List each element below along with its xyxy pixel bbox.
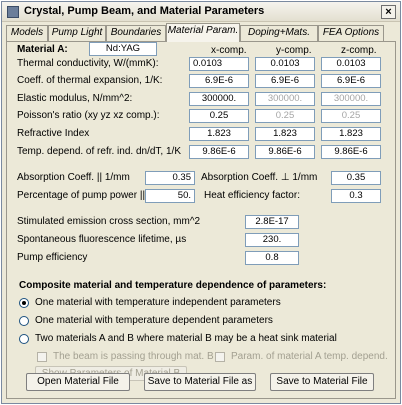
stimulated-emission-label: Stimulated emission cross section, mm^2 [17, 216, 201, 227]
material-label: Material A: [17, 44, 68, 55]
close-button[interactable]: × [381, 5, 396, 19]
radio-two-materials-label: Two materials A and B where material B may be a heat sink material [35, 333, 337, 344]
thermal-expansion-y[interactable]: 6.9E-6 [255, 74, 315, 88]
elastic-modulus-x[interactable]: 300000. [189, 92, 249, 106]
dialog-window [1, 1, 401, 404]
tab-doping-mats[interactable]: Doping+Mats. [240, 25, 318, 41]
thermal-conductivity-y[interactable]: 0.0103 [255, 57, 315, 71]
app-icon [7, 6, 19, 18]
absorption-parallel-field[interactable]: 0.35 [145, 171, 195, 185]
pump-power-field[interactable]: 50. [145, 189, 195, 203]
open-material-file-button[interactable]: Open Material File [26, 373, 130, 391]
tab-models[interactable]: Models [6, 25, 48, 41]
material-param-panel [6, 41, 396, 399]
absorption-perp-label: Absorption Coeff. ⊥ 1/mm [201, 172, 318, 183]
tab-boundaries[interactable]: Boundaries [106, 25, 166, 41]
beam-through-b-label: The beam is passing through mat. B [53, 351, 214, 362]
composite-heading: Composite material and temperature dependence of parameters: [19, 280, 327, 291]
title-bar [2, 2, 400, 22]
dn-dt-label: Temp. depend. of refr. ind. dn/dT, 1/K [17, 146, 181, 157]
dn-dt-z[interactable]: 9.86E-6 [321, 145, 381, 159]
save-material-file-as-button[interactable]: Save to Material File as [144, 373, 256, 391]
heat-efficiency-label: Heat efficiency factor: [204, 190, 300, 201]
poissons-ratio-x[interactable]: 0.25 [189, 109, 249, 123]
poissons-ratio-label: Poisson's ratio (xy yz xz comp.): [17, 110, 160, 121]
refractive-index-z[interactable]: 1.823 [321, 127, 381, 141]
poissons-ratio-y: 0.25 [255, 109, 315, 123]
absorption-perp-field[interactable]: 0.35 [331, 171, 381, 185]
header-x-comp: x-comp. [211, 45, 247, 56]
elastic-modulus-z: 300000. [321, 92, 381, 106]
save-material-file-button[interactable]: Save to Material File [270, 373, 374, 391]
beam-through-b-checkbox[interactable] [37, 352, 47, 362]
fluorescence-lifetime-label: Spontaneous fluorescence lifetime, µs [17, 234, 187, 245]
tab-material-param[interactable]: Material Param. [166, 23, 240, 42]
dn-dt-x[interactable]: 9.86E-6 [189, 145, 249, 159]
radio-temp-dependent-label: One material with temperature dependent parameters [35, 315, 273, 326]
radio-two-materials[interactable] [19, 334, 29, 344]
pump-efficiency-field[interactable]: 0.8 [245, 251, 299, 265]
header-z-comp: z-comp. [341, 45, 377, 56]
tab-strip [6, 24, 398, 41]
tab-pump-light[interactable]: Pump Light [48, 25, 106, 41]
thermal-expansion-z[interactable]: 6.9E-6 [321, 74, 381, 88]
thermal-conductivity-z[interactable]: 0.0103 [321, 57, 381, 71]
header-y-comp: y-comp. [276, 45, 312, 56]
thermal-expansion-x[interactable]: 6.9E-6 [189, 74, 249, 88]
thermal-conductivity-x[interactable]: 0.0103 [189, 57, 249, 71]
refractive-index-y[interactable]: 1.823 [255, 127, 315, 141]
thermal-conductivity-label: Thermal conductivity, W/(mmK): [17, 58, 159, 69]
fluorescence-lifetime-field[interactable]: 230. [245, 233, 299, 247]
pump-power-label: Percentage of pump power || [17, 190, 146, 201]
poissons-ratio-z: 0.25 [321, 109, 381, 123]
thermal-expansion-label: Coeff. of thermal expansion, 1/K: [17, 75, 163, 86]
radio-temp-independent-label: One material with temperature independent parameters [35, 297, 281, 308]
elastic-modulus-label: Elastic modulus, N/mm^2: [17, 93, 133, 104]
heat-efficiency-field[interactable]: 0.3 [331, 189, 381, 203]
param-temp-depend-label: Param. of material A temp. depend. [231, 351, 388, 362]
refractive-index-x[interactable]: 1.823 [189, 127, 249, 141]
stimulated-emission-field[interactable]: 2.8E-17 [245, 215, 299, 229]
radio-temp-dependent[interactable] [19, 316, 29, 326]
absorption-parallel-label: Absorption Coeff. || 1/mm [17, 172, 130, 183]
dn-dt-y[interactable]: 9.86E-6 [255, 145, 315, 159]
elastic-modulus-y: 300000. [255, 92, 315, 106]
window-title: Crystal, Pump Beam, and Material Parameters [24, 5, 265, 17]
param-temp-depend-checkbox[interactable] [215, 352, 225, 362]
radio-temp-independent[interactable] [19, 298, 29, 308]
pump-efficiency-label: Pump efficiency [17, 252, 88, 263]
material-name-field[interactable]: Nd:YAG [89, 42, 157, 56]
refractive-index-label: Refractive Index [17, 128, 90, 139]
tab-fea-options[interactable]: FEA Options [318, 25, 384, 41]
